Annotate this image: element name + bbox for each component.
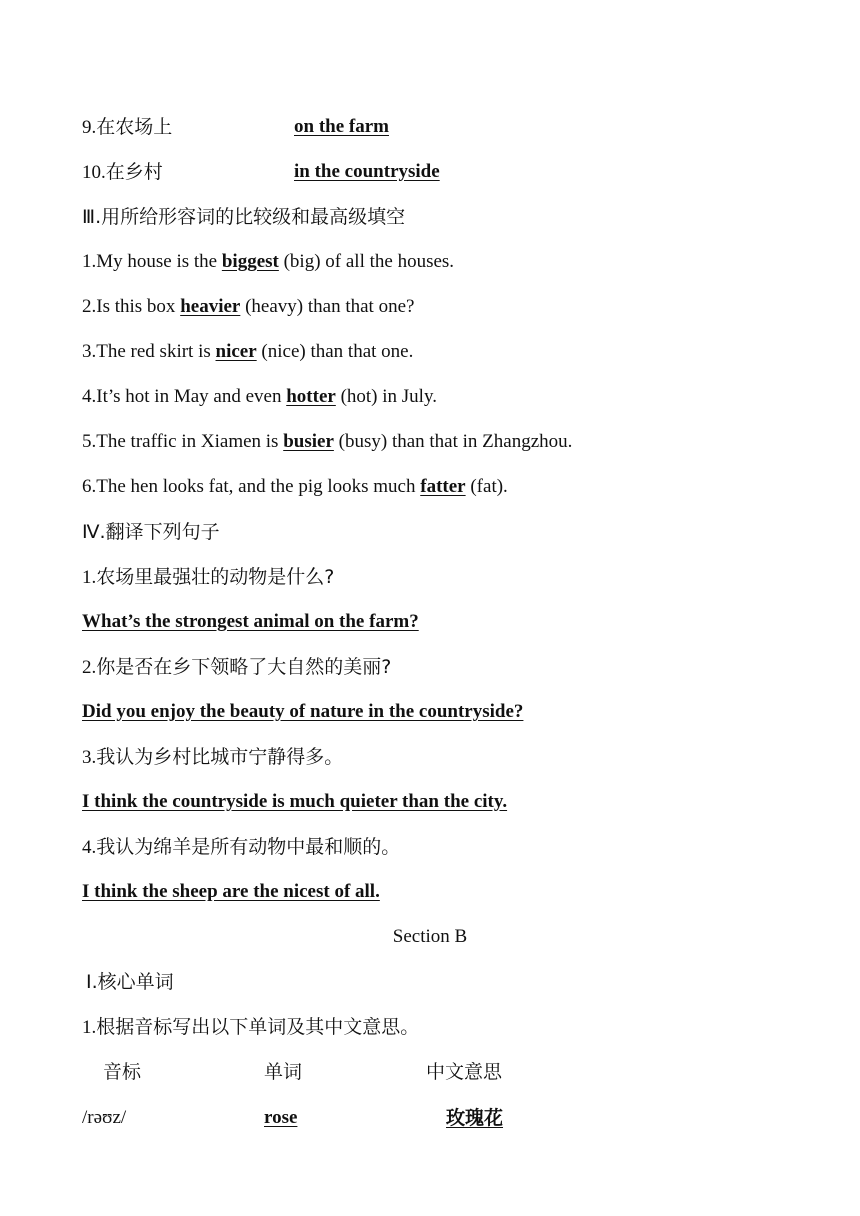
- item-answer: fatter: [420, 476, 466, 497]
- phrase-answer: in the countryside: [294, 161, 440, 182]
- column-header-word: 单词: [264, 1061, 303, 1083]
- instruction-text: 根据音标写出以下单词及其中文意思。: [96, 1016, 420, 1038]
- item-text: 3.The red skirt is: [82, 341, 216, 362]
- translation-question: [82, 654, 391, 681]
- item-text: (busy) than that in Zhangzhou.: [333, 431, 573, 452]
- item-answer: nicer: [215, 341, 257, 362]
- translation-question: [82, 564, 334, 591]
- section-heading: Section B: [392, 926, 468, 947]
- phrase-number: 9.: [82, 117, 97, 138]
- translation-answer: What’s the strongest animal on the farm?: [82, 611, 419, 632]
- translation-answer: Did you enjoy the beauty of nature in the countryside?: [82, 701, 524, 722]
- question-number: 4.: [82, 837, 97, 858]
- instruction-number: 1.: [82, 1017, 97, 1038]
- item-text: (big) of all the houses.: [278, 251, 455, 272]
- column-header-meaning: 中文意思: [426, 1061, 503, 1083]
- exercise-item: [82, 294, 414, 320]
- item-text: (heavy) than that one?: [240, 296, 415, 317]
- item-text: 1.My house is the: [82, 251, 222, 272]
- phonetic-cell: /rəʊz/: [82, 1107, 127, 1128]
- item-answer: hotter: [286, 386, 336, 407]
- item-text: (hot) in July.: [335, 386, 437, 407]
- exercise-item: [82, 429, 572, 455]
- translation-question: [82, 744, 343, 771]
- section-title: Ⅳ.翻译下列句子: [82, 521, 220, 543]
- exercise-item: [82, 339, 413, 365]
- phrase-chinese: 在农场上: [96, 116, 173, 138]
- question-number: 2.: [82, 657, 97, 678]
- meaning-cell: 玫瑰花: [446, 1107, 504, 1129]
- translation-answer: I think the countryside is much quieter than the city.: [82, 791, 508, 812]
- phrase-chinese: 在乡村: [105, 161, 163, 183]
- exercise-item: [82, 249, 454, 275]
- phrase-row: [82, 114, 172, 141]
- item-answer: heavier: [180, 296, 241, 317]
- question-text: 我认为乡村比城市宁静得多。: [96, 746, 344, 768]
- item-text: (nice) than that one.: [256, 341, 414, 362]
- phrase-number: 10.: [82, 162, 106, 183]
- item-text: 5.The traffic in Xiamen is: [82, 431, 284, 452]
- phrase-answer: on the farm: [294, 116, 389, 137]
- phrase-row: [82, 159, 163, 186]
- item-text: 6.The hen looks fat, and the pig looks much: [82, 476, 421, 497]
- item-answer: biggest: [221, 251, 279, 272]
- question-text: 我认为绵羊是所有动物中最和顺的。: [96, 836, 401, 858]
- item-text: 2.Is this box: [82, 296, 181, 317]
- column-header-phonetic: 音标: [103, 1061, 142, 1083]
- question-number: 1.: [82, 567, 97, 588]
- exercise-item: [82, 384, 437, 410]
- translation-answer: I think the sheep are the nicest of all.: [82, 881, 380, 902]
- word-cell: rose: [264, 1107, 298, 1128]
- translation-question: [82, 834, 400, 861]
- instruction: [82, 1014, 419, 1041]
- item-text: 4.It’s hot in May and even: [82, 386, 287, 407]
- item-text: (fat).: [465, 476, 508, 497]
- section-title: Ⅲ.用所给形容词的比较级和最高级填空: [82, 206, 406, 228]
- item-answer: busier: [283, 431, 334, 452]
- question-text: 农场里最强壮的动物是什么?: [96, 566, 335, 588]
- exercise-item: [82, 474, 508, 500]
- question-text: 你是否在乡下领略了大自然的美丽?: [96, 656, 392, 678]
- part-title: Ⅰ.核心单词: [86, 971, 174, 993]
- question-number: 3.: [82, 747, 97, 768]
